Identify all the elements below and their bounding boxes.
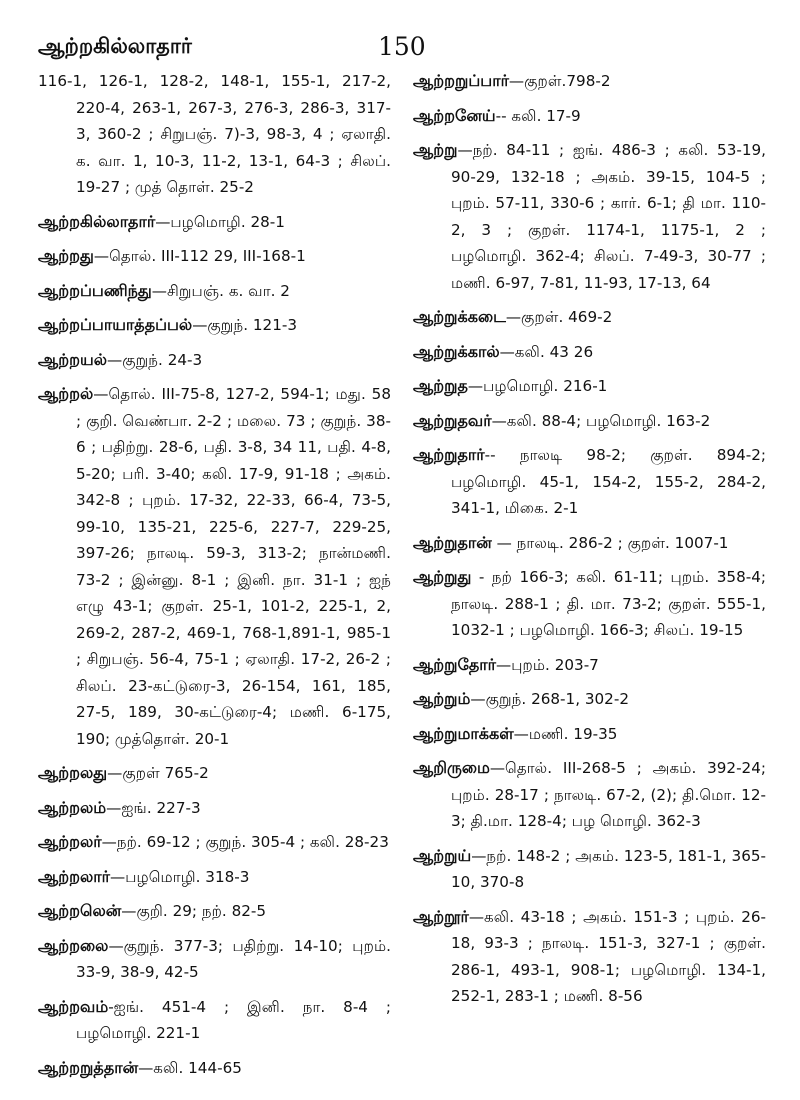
entry-headword: ஆற்றலார்: [38, 866, 111, 886]
index-entry: [38, 933, 391, 986]
page-number: 150: [378, 32, 426, 61]
entry-references: —தொல். III-75-8, 127-2, 594-1; மது. 58 ; குறி. வெண்பா. 2-2 ; மலை. 73 ; குறுந். 38-6 ; பதிற்று. 28-6, பதி. 3-8, 34 11, பதி. 4-8, 5-20; பரி. 3-40; கலி. 17-9, 91-18 ; அகம். 342-8 ; புறம். 17-32, 22-33, 66-4, 73-5, 99-10, 135-21, 225-6, 227-7, 229-25, 397-26; நாலடி. 59-3, 313-2; நான்மணி. 73-2 ; இன்னு. 8-1 ; இனி. நா. 31-1 ; ஐந் எழு 43-1; குறள். 25-1, 101-2, 225-1, 2, 269-2, 287-2, 469-1, 768-1,891-1, 985-1 ; சிறுபஞ். 56-4, 75-1 ; ஏலாதி. 17-2, 26-2 ; சிலப். 23-கட்டுரை-3, 26-154, 161, 185, 27-5, 189, 30-கட்டுரை-4; மணி. 6-175, 190; முத்தொள். 20-1: [76, 385, 391, 748]
entry-headword: ஆற்றுதோர்: [413, 654, 496, 674]
entry-references: —நற். 84-11 ; ஐங். 486-3 ; கலி. 53-19, 90-29, 132-18 ; அகம். 39-15, 104-5 ; புறம். 57-11, 330-6 ; கார். 6-1; தி மா. 110-2, 3 ; குறள். 1174-1, 1175-1, 2 ; பழமொழி. 362-4; சிலப். 7-49-3, 30-77 ; மணி. 6-97, 7-81, 11-93, 17-13, 64: [451, 141, 766, 292]
index-entry: [413, 755, 766, 835]
index-entry: [38, 347, 391, 374]
entry-references: -- நாலடி 98-2; குறள். 894-2; பழமொழி. 45-1, 154-2, 155-2, 284-2, 341-1, மிகை. 2-1: [451, 446, 766, 517]
entry-headword: ஆற்றுக்கடை: [413, 307, 506, 326]
entry-headword: ஆற்றப்பணிந்து: [38, 280, 152, 300]
index-entry: [413, 843, 766, 896]
entry-references: —குறள். 469-2: [505, 308, 613, 326]
entry-headword: ஆற்றப்பாயாத்தப்பல்: [38, 315, 193, 334]
index-entry: [38, 898, 391, 925]
index-entry: [413, 103, 766, 130]
entry-references: —புறம். 203-7: [496, 655, 599, 674]
index-entry: [38, 864, 391, 891]
entry-references: -- கலி. 17-9: [495, 106, 581, 125]
entry-references: —பழமொழி. 216-1: [467, 377, 608, 395]
entry-headword: ஆற்றலென்: [38, 901, 122, 920]
entry-headword: ஆற்றது: [38, 246, 94, 265]
entry-headword: ஆற்றுமாக்கள்: [413, 723, 514, 743]
index-entry: [413, 408, 766, 435]
entry-headword: ஆற்றுதார்: [413, 445, 485, 464]
index-entry: [413, 904, 766, 1010]
entry-headword: ஆற்றகில்லாதார்: [38, 211, 156, 231]
entry-references: —தொல். III-268-5 ; அகம். 392-24; புறம். 28-17 ; நாலடி. 67-2, (2); தி.மொ. 12-3; தி.மா. 128-4; பழ மொழி. 362-3: [451, 759, 766, 830]
entry-headword: ஆற்றலர்: [38, 832, 102, 851]
entry-headword: ஆற்றுது: [413, 567, 472, 586]
entry-headword: ஆற்றல்: [38, 384, 94, 403]
entry-references: —கலி. 43 26: [499, 342, 594, 361]
entry-references: —கலி. 88-4; பழமொழி. 163-2: [491, 411, 711, 430]
index-entry: [413, 339, 766, 366]
index-entry: [413, 442, 766, 522]
index-entry: [38, 278, 391, 305]
entry-headword: ஆற்றுதவர்: [413, 410, 492, 430]
entry-headword: ஆறிருமை: [413, 758, 490, 777]
entry-references: —பழமொழி. 28-1: [155, 212, 285, 231]
entry-references: —குறள் 765-2: [107, 764, 209, 782]
entry-references: —சிறுபஞ். க. வா. 2: [151, 281, 290, 300]
entry-references: —பழமொழி. 318-3: [110, 867, 250, 886]
entry-headword: ஆற்றுத: [413, 376, 468, 395]
entry-headword: ஆற்றுதான்: [413, 532, 492, 552]
entry-headword: ஆற்றயல்: [38, 349, 108, 369]
right-column: [413, 68, 766, 1089]
entry-references: —குறி. 29; நற். 82-5: [121, 902, 267, 920]
index-columns: [38, 68, 766, 1089]
entry-references: —கலி. 144-65: [138, 1058, 242, 1077]
index-entry: [38, 795, 391, 822]
entry-references: — நாலடி. 286-2 ; குறள். 1007-1: [491, 533, 729, 552]
index-entry: [38, 1055, 391, 1082]
entry-headword: ஆற்று: [413, 140, 458, 159]
index-entry: [413, 564, 766, 644]
page-header: [38, 22, 766, 68]
index-entry: [413, 304, 766, 331]
entry-references: —ஐங். 227-3: [106, 798, 201, 817]
entry-references: —மணி. 19-35: [513, 724, 618, 743]
entry-headword: ஆற்றவம்: [38, 996, 109, 1016]
entry-references: —நற். 148-2 ; அகம். 123-5, 181-1, 365-10, 370-8: [451, 846, 766, 891]
index-entry: [413, 652, 766, 679]
index-entry: [38, 312, 391, 339]
index-entry: [413, 373, 766, 400]
index-entry: [38, 994, 391, 1047]
entry-references: - நற் 166-3; கலி. 61-11; புறம். 358-4; நாலடி. 288-1 ; தி. மா. 73-2; குறள். 555-1, 1032-1 ; பழமொழி. 166-3; சிலப். 19-15: [451, 568, 766, 639]
entry-headword: ஆற்றலம்: [38, 797, 107, 817]
index-entry: [413, 137, 766, 296]
entry-references: —நற். 69-12 ; குறுந். 305-4 ; கலி. 28-23: [101, 833, 389, 851]
index-entry: [38, 829, 391, 856]
entry-headword: ஆற்றறுப்பார்: [413, 71, 509, 90]
index-entry: [413, 530, 766, 557]
entry-references: —குறுந். 268-1, 302-2: [470, 690, 629, 708]
entry-headword: ஆற்றலது: [38, 763, 108, 782]
index-entry: [38, 381, 391, 752]
entry-headword: ஆற்றறுத்தான்: [38, 1057, 139, 1077]
entry-headword: ஆற்றுக்கால்: [413, 341, 500, 361]
entry-references: —கலி. 43-18 ; அகம். 151-3 ; புறம். 26-18, 93-3 ; நாலடி. 151-3, 327-1 ; குறள். 286-1, 493-1, 908-1; பழமொழி. 134-1, 252-1, 283-1 ; மணி. 8-56: [451, 907, 766, 1005]
index-entry: [38, 760, 391, 787]
index-entry: [413, 68, 766, 95]
entry-references: —குறள்.798-2: [508, 72, 611, 90]
entry-headword: ஆற்றுய்: [413, 845, 472, 865]
entry-headword: ஆற்றும்: [413, 689, 471, 708]
entry-references: —குறுந். 121-3: [192, 316, 298, 334]
left-column: [38, 68, 391, 1089]
entry-headword: ஆற்றலை: [38, 935, 109, 955]
entry-references: -ஐங். 451-4 ; இனி. நா. 8-4 ; பழமொழி. 221-1: [76, 997, 391, 1042]
entry-references: —குறுந். 24-3: [107, 350, 203, 369]
index-entry: [413, 686, 766, 713]
entry-headword: ஆற்றனேய்: [413, 105, 496, 125]
index-entry: [38, 243, 391, 270]
running-head: ஆற்றகில்லாதார்: [38, 34, 192, 58]
entry-references: —குறுந். 377-3; பதிற்று. 14-10; புறம். 33-9, 38-9, 42-5: [76, 936, 391, 981]
index-entry: [38, 209, 391, 236]
entry-references: —தொல். III-112 29, III-168-1: [93, 247, 306, 265]
entry-headword: ஆற்றூர்: [413, 906, 469, 926]
index-entry: [413, 721, 766, 748]
entry-references: 116-1, 126-1, 128-2, 148-1, 155-1, 217-2, 220-4, 263-1, 267-3, 276-3, 286-3, 317-3, 360-2 ; சிறுபஞ். 7)-3, 98-3, 4 ; ஏலாதி. க. வா. 1, 10-3, 11-2, 13-1, 64-3 ; சிலப். 19-27 ; முத் தொள். 25-2: [38, 72, 391, 196]
index-entry: [38, 68, 391, 201]
